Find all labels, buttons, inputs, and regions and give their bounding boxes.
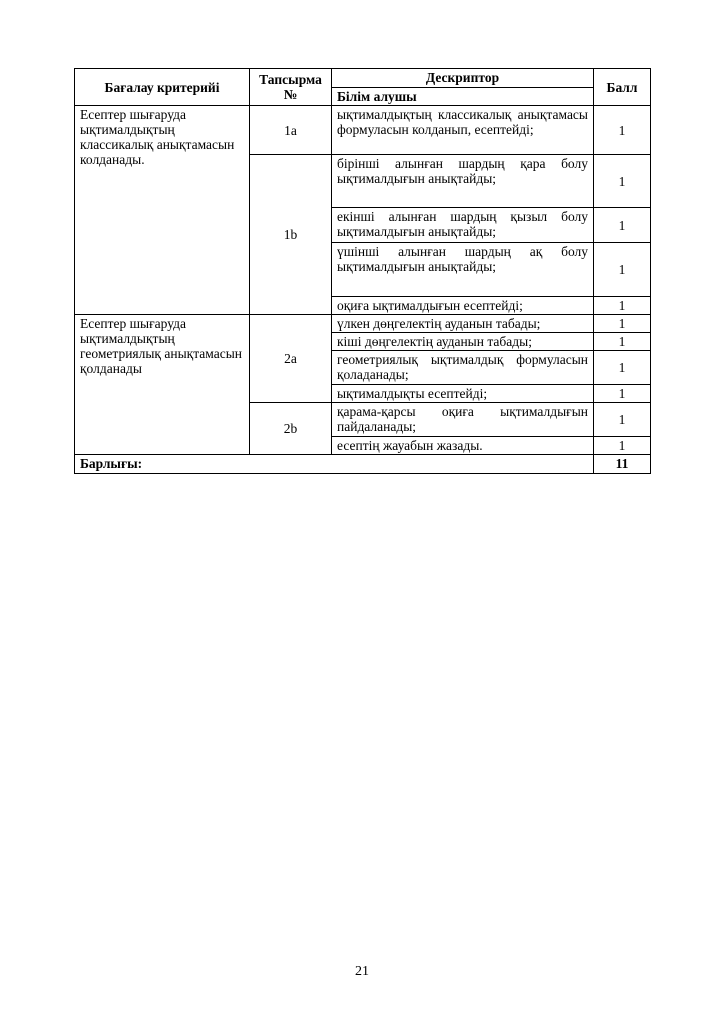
score-cell: 1: [594, 243, 651, 297]
page-number: 21: [355, 964, 369, 979]
header-task-number: Тапсырма №: [250, 69, 332, 106]
descriptor-cell: үлкен дөңгелектің ауданын табады;: [332, 315, 594, 333]
descriptor-cell: бірінші алынған шардың қара болу ықтималдығын анықтайды;: [332, 155, 594, 208]
score-cell: 1: [594, 315, 651, 333]
total-row: [75, 455, 651, 474]
score-cell: 1: [594, 351, 651, 385]
score-cell: 1: [594, 403, 651, 437]
total-value: 11: [594, 455, 651, 474]
descriptor-cell: үшінші алынған шардың ақ болу ықтималдығын анықтайды;: [332, 243, 594, 297]
header-row: [75, 69, 651, 88]
header-descriptor: Дескриптор: [332, 69, 594, 88]
score-cell: 1: [594, 297, 651, 315]
criterion-cell: Есептер шығаруда ықтималдықтың геометриялық анықтамасын қолданады: [75, 315, 250, 455]
descriptor-cell: қарама-қарсы оқиға ықтималдығын пайдаланады;: [332, 403, 594, 437]
descriptor-cell: есептің жауабын жазады.: [332, 437, 594, 455]
descriptor-cell: кіші дөңгелектің ауданын табады;: [332, 333, 594, 351]
header-score: Балл: [594, 69, 651, 106]
score-cell: 1: [594, 106, 651, 155]
descriptor-cell: ықтималдықтың классикалық анықтамасы формуласын колданып, есептейді;: [332, 106, 594, 155]
score-cell: 1: [594, 155, 651, 208]
task-number-cell: 1a: [250, 106, 332, 155]
descriptor-cell: геометриялық ықтималдық формуласын қоладанады;: [332, 351, 594, 385]
table-row: [75, 315, 651, 333]
header-learner: Білім алушы: [332, 87, 594, 106]
table-row: [75, 106, 651, 155]
score-cell: 1: [594, 437, 651, 455]
descriptor-cell: екінші алынған шардың қызыл болу ықтималдығын анықтайды;: [332, 208, 594, 243]
task-number-cell: 1b: [250, 155, 332, 315]
task-number-cell: 2a: [250, 315, 332, 403]
score-cell: 1: [594, 333, 651, 351]
total-label: Барлығы:: [75, 455, 594, 474]
score-cell: 1: [594, 385, 651, 403]
descriptor-cell: ықтималдықты есептейді;: [332, 385, 594, 403]
assessment-rubric-table: [74, 68, 651, 474]
score-cell: 1: [594, 208, 651, 243]
criterion-cell: Есептер шығаруда ықтималдықтың классикалық анықтамасын колданады.: [75, 106, 250, 315]
descriptor-cell: оқиға ықтималдығын есептейді;: [332, 297, 594, 315]
header-criterion: Бағалау критерийі: [75, 69, 250, 106]
task-number-cell: 2b: [250, 403, 332, 455]
